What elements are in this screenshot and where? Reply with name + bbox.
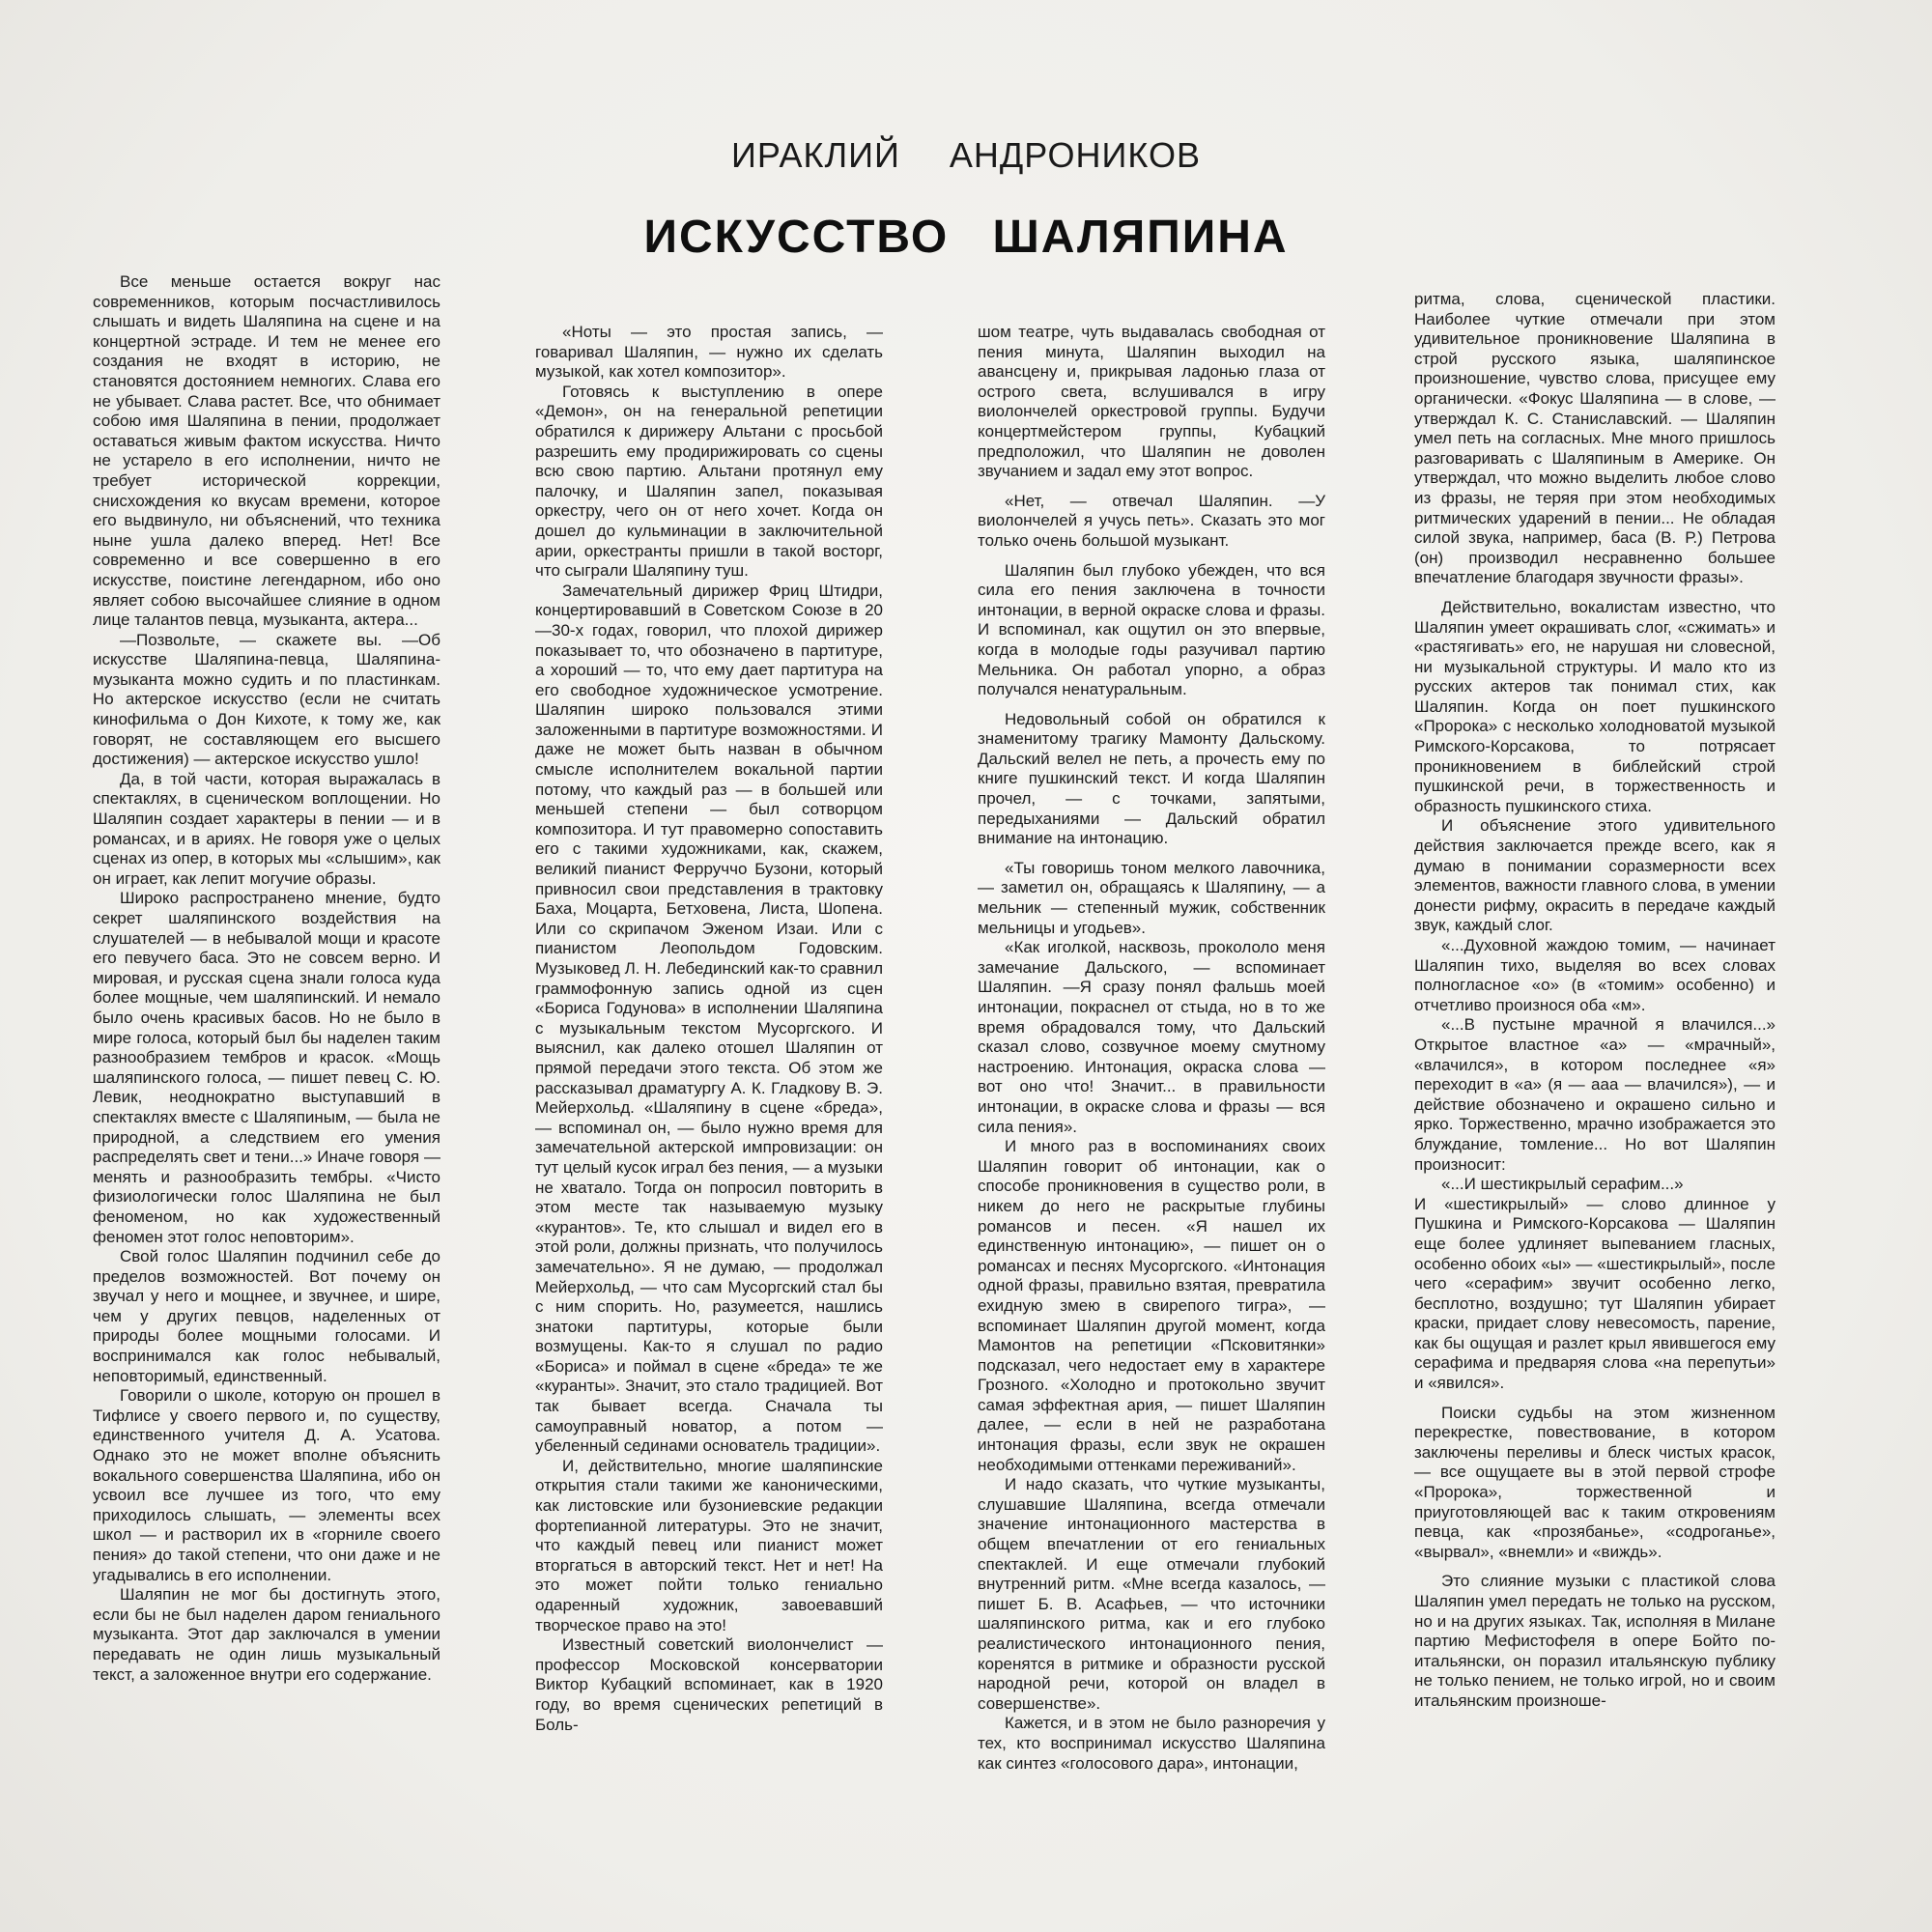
paragraph: Широко распространено мнение, будто секрет шаляпинского воздействия на слушателей — в небывалой мощи и красоте его певучего баса. Это не совсем верно. И мировая, и русская сцена знали голоса куда более мощные, чем шаляпинский. И немало было очень красивых басов. Но не было в мире голоса, который был бы наделен таким разнообразием тембров и красок. «Мощь шаляпинского голоса, — пишет певец С. Ю. Левик, неоднократно выступавший в спектаклях вместе с Шаляпиным, — была не природной, а следствием его умения распределять свет и тени...» Иначе говоря — менять и разнообразить тембры. «Чисто физиологически голос Шаляпина не был феноменом, но как художественный феномен этот голос неповторим». <box>93 889 440 1246</box>
paragraph: И много раз в воспоминаниях своих Шаляпин говорит об интонации, как о способе проникновения в существо роли, в никем до него не раскрытые глубины романсов и песен. «Я нашел их единственную интонацию», — пишет он о романсах и песнях Мусоргского. «Интонация одной фразы, правильно взятая, превратила ехидную змею в свирепого тигра», — вспоминает Шаляпин другой момент, когда Мамонтов на репетиции «Псковитянки» подсказал, чего недостает ему в характере Грозного. «Холодно и протокольно звучит самая эффектная ария, — пишет Шаляпин далее, — если в ней не разработана интонация фразы, если звук не окрашен необходимыми оттенками переживаний». <box>978 1137 1325 1474</box>
paragraph: «...И шестикрылый серафим...» <box>1441 1175 1684 1194</box>
paragraph: «...В пустыне мрачной я влачился...» Открытое властное «а» — «мрачный», «влачился», в котором последнее «я» переходит в «а» (я — ааа — влачился»), — и действие обозначено и окрашено сильно и ярко. Торжественно, мрачно изображается это блуждание, томление... Но вот Шаляпин произносит: <box>1414 1015 1776 1174</box>
text-column-2 <box>535 323 883 1735</box>
paragraph: И, действительно, многие шаляпинские открытия стали такими же каноническими, как листовские или бузониевские редакции фортепианной литературы. Это не значит, что каждый певец или пианист может вторгаться в авторский текст. Нет и нет! На это может пойти только гениально одаренный художник, завоевавший творческое право на это! <box>535 1456 883 1634</box>
paragraph: Недовольный собой он обратился к знаменитому трагику Мамонту Дальскому. Дальский велел не петь, а прочесть ему по книге пушкинский текст. И когда Шаляпин прочел, — с точками, запятыми, передыханиями — Дальский обратил внимание на интонацию. <box>978 709 1325 848</box>
paragraph: И объяснение этого удивительного действия заключается прежде всего, как я думаю в понимании соразмерности всех элементов, важности главного слова, в умении донести рифму, окрасить в передаче каждый звук, каждый слог. <box>1414 816 1776 935</box>
paragraph: Замечательный дирижер Фриц Штидри, концертировавший в Советском Союзе в 20—30-х годах, говорил, что плохой дирижер показывает то, что обозначено в партитуре, а хороший — то, что ему дает партитура на его свободное художническое усмотрение. Шаляпин широко пользовался этими заложенными в партитуре возможностями. И даже не может быть назван в обычном смысле исполнителем вокальной партии потому, что каждый раз — в большей или меньшей степени — был сотворцом композитора. И тут правомерно сопоставить его с такими художниками, как, скажем, великий пианист Ферруччо Бузони, который привносил свои представления в трактовку Баха, Моцарта, Бетховена, Листа, Шопена. Или со скрипачом Эженом Изаи. Или с пианистом Леопольдом Годовским. Музыковед Л. Н. Лебединский как-то сравнил граммофонную запись одной из сцен «Бориса Годунова» в исполнении Шаляпина с музыкальным текстом Мусоргского. И выяснил, как далеко отошел Шаляпин от прямой передачи этого текста. Об этом же рассказывал драматургу А. К. Гладкову В. Э. Мейерхольд. «Шаляпину в сцене «бреда», — вспоминал он, — было нужно время для замечательной актерской импровизации: он тут целый кусок играл без пения, — а музыки не хватало. Тогда он попросил повторить в этом месте так называемую музыку «курантов». Те, кто слышал и видел его в этой роли, должны признать, что получилось замечательно». Я не думаю, — продолжал Мейерхольд, — что сам Мусоргский стал бы с ним спорить. Но, разумеется, нашлись знатоки партитуры, которые были возмущены. Как-то я слушал по радио «Бориса» и поймал в сцене «бреда» те же «куранты». Значит, это стало традицией. Вот так бывает всегда. Сначала ты самоуправный новатор, а потом — убеленный сединами основатель традиции». <box>535 581 883 1456</box>
paragraph: «Нет, — отвечал Шаляпин. —У виолончелей я учусь петь». Сказать это мог только очень большой музыкант. <box>978 491 1325 550</box>
paragraph: Говорили о школе, которую он прошел в Тифлисе у своего первого и, по существу, единственного учителя Д. А. Усатова. Однако это не может вполне объяснить вокального совершенства Шаляпина, ибо он усвоил все лучшее из того, что ему приходилось слышать, — элементы всех школ — и растворил их в «горниле своего пения» до такой степени, что они даже и не угадывались в его исполнении. <box>93 1386 440 1584</box>
paragraph: ритма, слова, сценической пластики. Наиболее чуткие отмечали при этом удивительное проникновение Шаляпина в строй русского языка, шаляпинское произношение, чувство слова, присущее ему органически. «Фокус Шаляпина — в слове, — утверждал К. С. Станиславский. — Шаляпин умел петь на согласных. Мне много пришлось разговаривать с Шаляпиным в Америке. Он утверждал, что можно выделить любое слово из фразы, не теряя при этом необходимых ритмических ударений в пении... Не обладая силой звука, например, баса (В. Р.) Петрова (он) производил несравненно большее впечатление благодаря звучности фразы». <box>1414 290 1776 587</box>
article-title: ИСКУССТВО ШАЛЯПИНА <box>643 212 1289 263</box>
paragraph: И «шестикрылый» — слово длинное у Пушкина и Римского-Корсакова — Шаляпин еще более удлиняет выпеванием гласных, особенно обоих «ы» — «шестикрылый», после чего «серафим» звучит особенно легко, бесплотно, воздушно; тут Шаляпин убирает краски, придает слову невесомость, парение, как бы ощущая и разлет крыл явившегося ему серафима и предваряя слова «на перепутьи» и «явился». <box>1414 1194 1776 1393</box>
paragraph: И надо сказать, что чуткие музыканты, слушавшие Шаляпина, всегда отмечали значение интонационного мастерства в общем впечатлении от его гениальных спектаклей. И еще отмечали глубокий внутренний ритм. «Мне всегда казалось, — пишет Б. В. Асафьев, — что источники шаляпинского ритма, как и его глубоко реалистического интонационного пения, коренятся в ритмике и образности русской народной речи, которой он владел в совершенстве». <box>978 1475 1325 1713</box>
author-name: ИРАКЛИЙ АНДРОНИКОВ <box>731 135 1201 175</box>
paragraph: Да, в той части, которая выражалась в спектаклях, в сценическом воплощении. Но Шаляпин создает характеры в пении — и в романсах, и в ариях. Не говоря уже о целых сценах из опер, в которых мы «слышим», как он играет, как лепит могучие образы. <box>93 769 440 888</box>
text-column-1 <box>93 272 440 1685</box>
paragraph: Шаляпин был глубоко убежден, что вся сила его пения заключена в точности интонации, в верной окраске слова и фразы. И вспоминал, как ощутил он это впервые, когда в молодые годы разучивал партию Мельника. Он работал упорно, а образ получался ненатуральным. <box>978 560 1325 699</box>
paragraph: «...Духовной жаждою томим, — начинает Шаляпин тихо, выделяя во всех словах полногласное «о» (в «томим» особенно) и отчетливо произнося оба «м». <box>1414 936 1776 1014</box>
paragraph: «Ты говоришь тоном мелкого лавочника, — заметил он, обращаясь к Шаляпину, — а мельник — степенный мужик, собственник мельницы и угодьев». <box>978 858 1325 937</box>
paragraph: «Ноты — это простая запись, — говаривал Шаляпин, — нужно их сделать музыкой, как хотел композитор». <box>535 323 883 382</box>
paragraph: «Как иголкой, насквозь, прокололо меня замечание Дальского, — вспоминает Шаляпин. —Я сразу понял фальшь моей интонации, покраснел от стыда, но в то же время обрадовался тому, что Дальский сказал слово, созвучное моему смутному настроению. Интонация, окраска слова — вот оно что! Значит... в правильности интонации, в окраске слова и фразы — вся сила пения». <box>978 938 1325 1136</box>
paragraph: Это слияние музыки с пластикой слова Шаляпин умел передать не только на русском, но и на других языках. Так, исполняя в Милане партию Мефистофеля в опере Бойто по-итальянски, он поразил итальянскую публику не только пением, не только игрой, но и своим итальянским произноше- <box>1414 1572 1776 1710</box>
paragraph: Поиски судьбы на этом жизненном перекрестке, повествование, в котором заключены переливы и блеск чистых красок, — все ощущаете вы в этой первой строфе «Пророка», торжественной и приуготовляющей вас к таким откровениям певца, как «прозябанье», «содроганье», «вырвал», «внемли» и «виждь». <box>1414 1403 1776 1561</box>
paragraph: —Позвольте, — скажете вы. —Об искусстве Шаляпина-певца, Шаляпина-музыканта можно судить и по пластинкам. Но актерское искусство (если не считать кинофильма о Дон Кихоте, к тому же, как говорят, не составляющем его высшего достижения) — актерское искусство ушло! <box>93 630 440 769</box>
paragraph: Кажется, и в этом не было разноречия у тех, кто воспринимал искусство Шаляпина как синтез «голосового дара», интонации, <box>978 1714 1325 1773</box>
paragraph: Готовясь к выступлению в опере «Демон», он на генеральной репетиции обратился к дирижеру Альтани с просьбой разрешить ему продирижировать со сцены всю свою партию. Альтани протянул ему палочку, и Шаляпин запел, показывая оркестру, чего он от него хочет. Когда он дошел до кульминации в заключительной арии, оркестранты пришли в такой восторг, что сыграли Шаляпину туш. <box>535 382 883 581</box>
text-column-4 <box>1414 290 1776 1712</box>
paragraph: Действительно, вокалистам известно, что Шаляпин умеет окрашивать слог, «сжимать» и «растягивать» его, не нарушая ни словесной, ни музыкальной структуры. И мало кто из русских актеров так понимал стих, как Шаляпин. Когда он поет пушкинского «Пророка» с несколько холодноватой музыкой Римского-Корсакова, то потрясает проникновением в библейский строй пушкинской речи, в торжественность и образность пушкинского стиха. <box>1414 597 1776 815</box>
paragraph: Шаляпин не мог бы достигнуть этого, если бы не был наделен даром гениального музыканта. Этот дар заключался в умении передавать не один лишь музыкальный текст, а заложенное внутри его содержание. <box>93 1585 440 1684</box>
paragraph: Известный советский виолончелист — профессор Московской консерватории Виктор Кубацкий вспоминает, как в 1920 году, во время сценических репетиций в Боль- <box>535 1635 883 1734</box>
paragraph: шом театре, чуть выдавалась свободная от пения минута, Шаляпин выходил на авансцену и, прикрывая ладонью глаза от острого света, вслушивался в игру виолончелей оркестровой группы. Будучи концертмейстером группы, Кубацкий предположил, что Шаляпин не доволен звучанием и задал ему этот вопрос. <box>978 323 1325 481</box>
paragraph: Свой голос Шаляпин подчинил себе до пределов возможностей. Вот почему он звучал у него и мощнее, и звучнее, и шире, чем у других певцов, наделенных от природы более мощными голосами. И воспринимался как голос небывалый, неповторимый, единственный. <box>93 1247 440 1385</box>
text-column-3 <box>978 323 1325 1774</box>
paragraph: Все меньше остается вокруг нас современников, которым посчастливилось слышать и видеть Шаляпина на сцене и на концертной эстраде. И тем не менее его создания не входят в историю, не становятся достоянием немногих. Слава его не убывает. Слава растет. Все, что обнимает собою имя Шаляпина в пении, продолжает оставаться живым фактом искусства. Ничто не устарело в его исполнении, ничто не требует исторической коррекции, снисхождения ко вкусам времени, которое его выдвинуло, ни объяснений, что техника ныне ушла далеко вперед. Нет! Все современно и все совершенно в его искусстве, поистине легендарном, ибо оно являет собою высочайшее слияние в одном лице талантов певца, музыканта, актера... <box>93 272 440 630</box>
